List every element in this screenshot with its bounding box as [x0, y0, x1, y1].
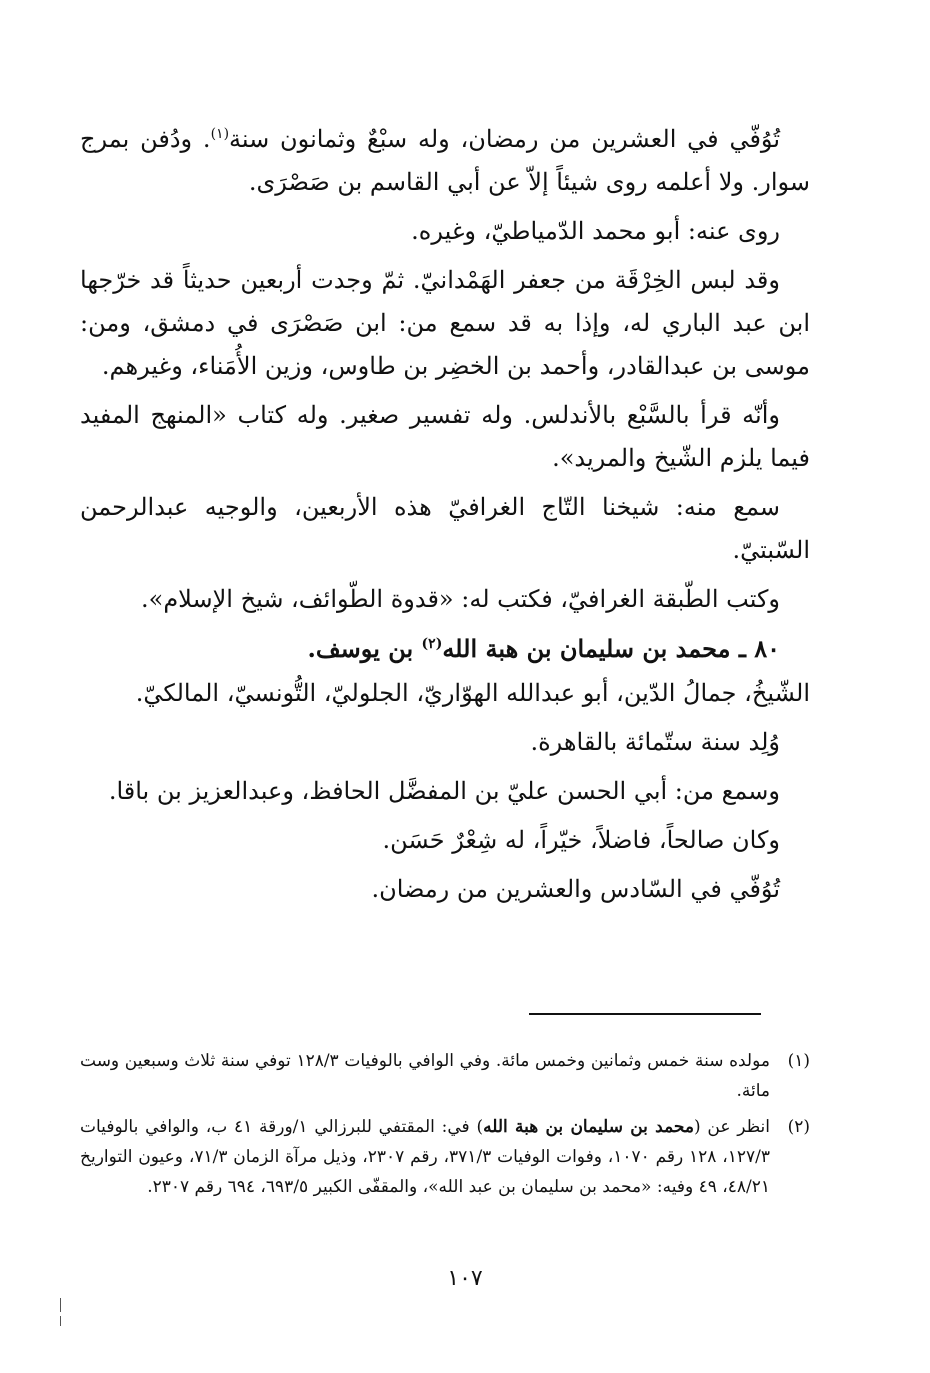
paragraph-khirqa: وقد لبس الخِرْقَة من جعفر الهَمْدانيّ. ثمّ وجدت أربعين حديثاً قد خرّجها ابن عبد الباري له، وإذا به قد سمع من: ابن صَصْرَى في دمشق، ومن: موسى بن عبدالقادر، وأحمد بن الخضِر بن طاوس، وزين الأُمَناء، وغيرهم. — [80, 266, 810, 380]
paragraph-death: تُوُفّي في السّادس والعشرين من رمضان. — [371, 875, 780, 903]
footnote-number: (٢) — [787, 1117, 810, 1137]
paragraph-death-date — [80, 118, 810, 204]
paragraph-character: وكان صالحاً، فاضلاً، خيّراً، له شِعْرٌ حَسَن. — [382, 826, 780, 854]
paragraph-text: تُوُفّي في العشرين من رمضان، وله سبْعٌ وثمانون سنة — [229, 125, 781, 153]
page-number: ١٠٧ — [447, 1266, 483, 1291]
footnote-ref-2: (٢) — [421, 636, 443, 652]
paragraph-teachers: وسمع من: أبي الحسن عليّ بن المفضَّل الحافظ، وعبدالعزيز بن باقا. — [108, 777, 780, 805]
entry-heading-80 — [80, 627, 810, 670]
footnotes — [80, 1046, 810, 1208]
paragraph-students: سمع منه: شيخنا التّاج الغرافيّ هذه الأربعين، والوجيه عبدالرحمن السّبتيّ. — [80, 493, 810, 564]
edge-mark — [60, 1316, 61, 1326]
footnote-prefix: انظر عن ( — [693, 1117, 770, 1137]
footnote-number: (١) — [787, 1051, 810, 1071]
footnote-separator — [529, 1013, 761, 1015]
footnote-subject: محمد بن سليمان بن هبة الله — [483, 1117, 694, 1137]
paragraph-tabaqa: وكتب الطّبقة الغرافيّ، فكتب له: «قدوة الطّوائف، شيخ الإسلام». — [141, 585, 780, 613]
paragraph-titles: الشّيخُ، جمالُ الدّين، أبو عبدالله الهوّاريّ، الجلوليّ، التُّونسيّ، المالكيّ. — [135, 679, 810, 707]
footnote-ref-1: (١) — [210, 126, 230, 142]
edge-mark — [60, 1298, 61, 1312]
main-text — [80, 118, 810, 917]
entry-heading-text: ٨٠ ـ محمد بن سليمان بن هبة الله — [442, 634, 780, 663]
paragraph-works: وأنّه قرأ بالسَّبْع بالأندلس. وله تفسير صغير. وله كتاب «المنهج المفيد فيما يلزم الشّيخ والمريد». — [80, 401, 810, 472]
footnote-body — [80, 1112, 770, 1202]
paragraph-birth: وُلِد سنة ستّمائة بالقاهرة. — [530, 728, 780, 756]
footnote-text: مولده سنة خمس وثمانين وخمس مائة. وفي الوافي بالوفيات ١٢٨/٣ توفي سنة ثلاث وسبعين وست مائة. — [80, 1051, 770, 1101]
paragraph-text-cont: . ودُفن بمرج سوار. ولا أعلمه روى شيئاً إلاّ عن أبي القاسم بن صَصْرَى. — [80, 125, 810, 196]
footnote-text: ) في: المقتفي للبرزالي ١/ورقة ٤١ ب، والوافي بالوفيات ١٢٧/٣، ١٢٨ رقم ١٠٧٠، وفوات الوفيات ٣٧١/٣، رقم ٢٣٠٧، وذيل مرآة الزمان ٧١/٣، وعيون التواريخ ٤٨/٢١، ٤٩ وفيه: «محمد بن سليمان بن عبد الله»، والمقفّى الكبير ٦٩٣/٥، ٦٩٤ رقم ٢٣٠٧. — [80, 1117, 771, 1197]
footnote-2 — [80, 1112, 810, 1202]
entry-heading-text-cont: بن يوسف. — [307, 634, 422, 663]
paragraph-narrators: روى عنه: أبو محمد الدّمياطيّ، وغيره. — [411, 217, 780, 245]
footnote-1 — [80, 1046, 810, 1106]
